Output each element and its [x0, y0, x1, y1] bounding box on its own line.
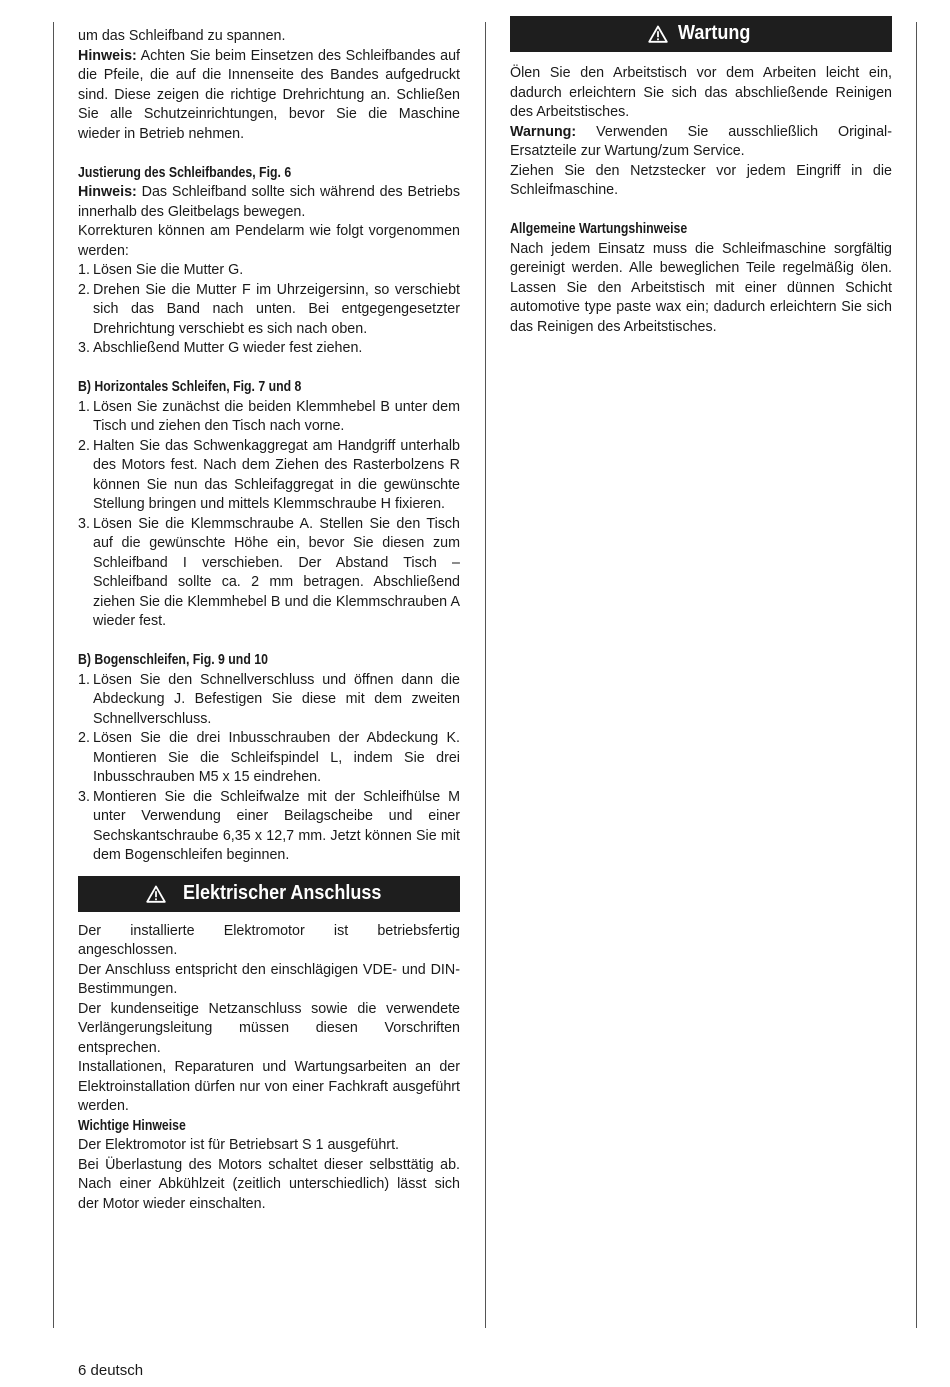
step-text: Drehen Sie die Mutter F im Uhrzeigersinn, so verschiebt sich das Band nach unten. Bei entgegengesetzter Drehrichtung verschiebt es sich nach oben. — [93, 281, 460, 337]
list-item — [78, 671, 460, 730]
list-item — [78, 788, 460, 866]
list-item — [78, 729, 460, 788]
page-footer: 6 deutsch — [78, 1362, 144, 1379]
section-heading-justierung: Justierung des Schleifbandes, Fig. 6 — [78, 164, 292, 181]
step-number: 2. — [78, 730, 90, 746]
step-text: Lösen Sie die drei Inbusschrauben der Abdeckung K. Montieren Sie die Schleifspindel L, indem Sie drei Inbusschrauben M5 x 15 eindrehen. — [93, 730, 460, 785]
step-number: 1. — [78, 671, 90, 688]
step-text: Lösen Sie den Schnellverschluss und öffnen dann die Abdeckung J. Befestigen Sie diese mit dem zweiten Schnellverschluss. — [93, 671, 460, 727]
list-item — [78, 281, 460, 340]
intro-line: um das Schleifband zu spannen. — [78, 28, 286, 44]
hint-text: Das Schleifband sollte sich während des Betriebs innerhalb des Gleitbelags bewegen. — [78, 184, 460, 220]
column-rule-middle — [485, 22, 486, 1328]
banner-title: Elektrischer Anschluss — [182, 881, 382, 904]
bogen-steps — [78, 671, 460, 866]
list-item — [78, 339, 460, 359]
subheading-wichtige-hinweise: Wichtige Hinweise — [78, 1117, 186, 1134]
intro-hint — [78, 47, 460, 145]
step-text: Lösen Sie die Mutter G. — [93, 262, 244, 278]
justierung-hint — [78, 183, 460, 222]
warning-triangle-icon — [146, 885, 166, 903]
step-number: 1. — [78, 262, 90, 278]
elektrisch-p6: Bei Überlastung des Motors schaltet dieser selbsttätig ab. Nach einer Abkühlzeit (zeitlich unterschiedlich) lässt sich der Motor wieder einschalten. — [78, 1156, 460, 1212]
elektrisch-p4: Installationen, Reparaturen und Wartungsarbeiten an der Elektroinstallation dürfen nur von einer Fachkraft ausgeführt werden. — [78, 1059, 460, 1114]
step-text: Lösen Sie die Klemmschraube A. Stellen Sie den Tisch auf die gewünschte Höhe ein, bevor Sie diesen zum Schleifband I verschieben. Der Abstand Tisch – Schleifband sollte ca. 2 mm betragen. Abschließend ziehen Sie die Klemmhebel B und die Klemmschrauben A wieder fest. — [93, 515, 460, 629]
step-number: 1. — [78, 398, 90, 415]
elektrisch-p3: Der kundenseitige Netzanschluss sowie die verwendete Verlängerungsleitung müssen diesen Vorschriften entsprechen. — [78, 1000, 460, 1056]
hint-text: Achten Sie beim Einsetzen des Schleifbandes auf die Pfeile, die auf die Innenseite des Bandes aufgedruckt sind. Diese zeigen die richtige Drehrichtung an. Schließen Sie alle Schutzeinrichtungen, bevor Sie die Maschine wieder in Betrieb nehmen. — [78, 47, 460, 142]
column-rule-right — [916, 22, 917, 1328]
step-text: Montieren Sie die Schleifwalze mit der Schleifhülse M unter Verwendung einer Beilagscheibe und einer Sechskantschraube 6,35 x 12,7 mm. Jetzt können Sie mit dem Bogenschleifen beginnen. — [93, 788, 460, 863]
wartung-warning — [510, 123, 892, 162]
step-text: Halten Sie das Schwenkaggregat am Handgriff unterhalb des Motors fest. Nach dem Ziehen des Rasterbolzens R können Sie nun das Schleifaggregat in die gewünschte Stellung bringen und mittels Klemmschraube H fixieren. — [93, 437, 460, 512]
horizontal-steps — [78, 398, 460, 632]
subheading-allgemeine-wartungshinweise: Allgemeine Wartungshinweise — [510, 221, 688, 237]
step-number: 2. — [78, 281, 90, 298]
wartung-p3: Nach jedem Einsatz muss die Schleifmaschine sorgfältig gereinigt werden. Alle beweglichen Teile regelmäßig ölen. Lassen Sie den Arbeitstisch mit einer dünnen Schicht automotive type paste wax ein; dadurch erleichtern Sie sich das Reinigen des Arbeitstisches. — [510, 240, 892, 335]
banner-wartung — [510, 16, 892, 52]
column-rule-left — [53, 22, 54, 1328]
step-text: Lösen Sie zunächst die beiden Klemmhebel B unter dem Tisch und ziehen den Tisch nach vorne. — [93, 398, 460, 434]
warning-label: Warnung: — [510, 123, 577, 140]
step-number: 2. — [78, 437, 90, 454]
step-number: 3. — [78, 515, 90, 532]
justierung-steps — [78, 261, 460, 359]
warning-triangle-icon — [648, 25, 668, 43]
list-item — [78, 261, 460, 281]
elektrisch-p1: Der installierte Elektromotor ist betriebsfertig angeschlossen. — [78, 922, 460, 958]
elektrisch-p2: Der Anschluss entspricht den einschlägigen VDE- und DIN-Bestimmungen. — [78, 961, 460, 997]
step-number: 3. — [78, 340, 90, 356]
hint-label: Hinweis: — [78, 47, 137, 64]
wartung-p1: Ölen Sie den Arbeitstisch vor dem Arbeiten leicht ein, dadurch erleichtern Sie sich das abschließende Reinigen des Arbeitstisches. — [510, 65, 892, 120]
section-heading-bogen: B) Bogenschleifen, Fig. 9 und 10 — [78, 652, 268, 668]
banner-title: Wartung — [677, 22, 751, 45]
justierung-text: Korrekturen können am Pendelarm wie folgt vorgenommen werden: — [78, 223, 460, 259]
list-item — [78, 515, 460, 632]
hint-label: Hinweis: — [78, 184, 137, 200]
list-item — [78, 437, 460, 515]
right-column — [510, 16, 892, 337]
step-text: Abschließend Mutter G wieder fest ziehen. — [93, 340, 363, 356]
banner-elektrischer-anschluss — [78, 876, 460, 912]
warning-text: Verwenden Sie ausschließlich Original-Ersatzteile zur Wartung/zum Service. — [510, 123, 892, 159]
list-item — [78, 398, 460, 437]
elektrisch-p5: Der Elektromotor ist für Betriebsart S 1 ausgeführt. — [78, 1137, 400, 1153]
wartung-p2: Ziehen Sie den Netzstecker vor jedem Eingriff in die Schleifmaschine. — [510, 162, 892, 198]
section-heading-horizontal: B) Horizontales Schleifen, Fig. 7 und 8 — [78, 379, 302, 395]
left-column — [78, 27, 460, 1214]
step-number: 3. — [78, 788, 90, 805]
